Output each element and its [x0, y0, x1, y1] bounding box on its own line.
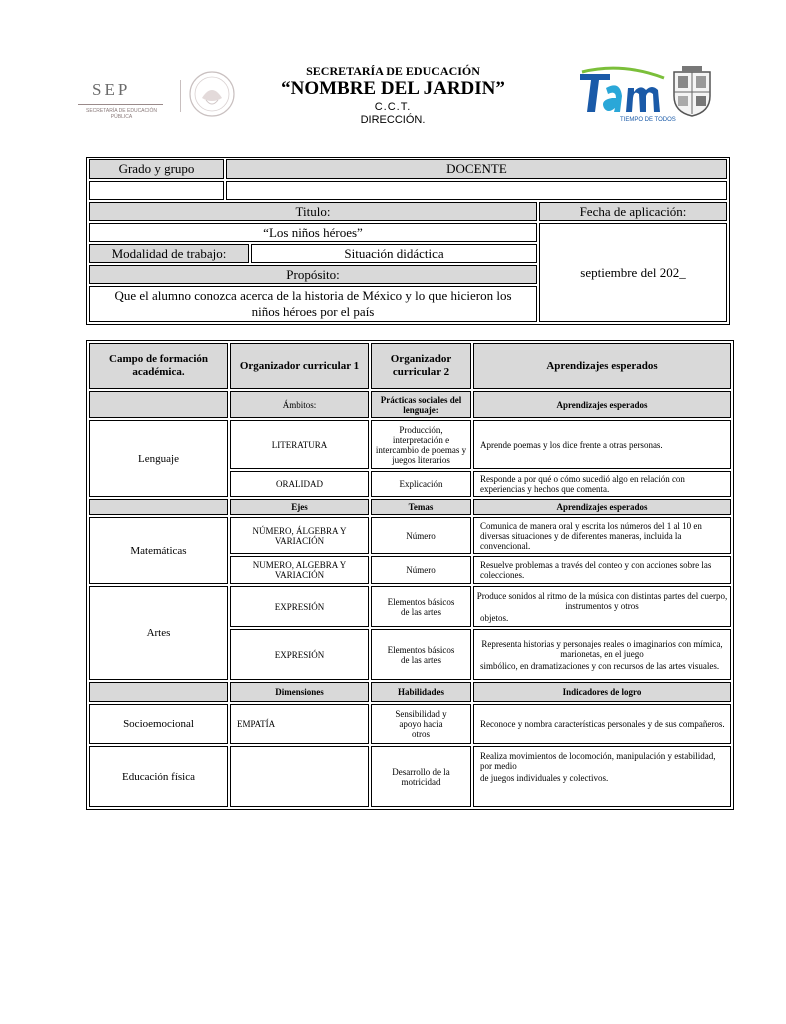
info-table	[86, 157, 730, 325]
school-name: “NOMBRE DEL JARDIN”	[281, 78, 505, 99]
subheader-habilidades: Habilidades	[371, 682, 471, 702]
artes-org1-row2: EXPRESIÓN	[230, 629, 369, 680]
document-header	[0, 0, 768, 140]
edfis-apr	[473, 746, 731, 807]
org-title: SECRETARÍA DE EDUCACIÓN	[306, 64, 480, 78]
header-aprendizajes: Aprendizajes esperados	[473, 343, 731, 389]
subheader3-empty	[89, 682, 228, 702]
subheader-dimensiones: Dimensiones	[230, 682, 369, 702]
lenguaje-org1-row1: LITERATURA	[230, 420, 369, 469]
tamaulipas-crest-icon	[668, 66, 716, 118]
artes-apr-row1-b: objetos.	[480, 612, 509, 623]
campo-artes: Artes	[89, 586, 228, 680]
mate-org2-row2: Número	[371, 556, 471, 584]
campo-educacion-fisica: Educación física	[89, 746, 228, 807]
fecha-value: septiembre del 202_	[539, 223, 727, 322]
cct-label: C.C.T.	[374, 101, 412, 113]
proposito-value: Que el alumno conozca acerca de la historia de México y lo que hicieron los niños héroes por el país	[89, 286, 537, 322]
edfis-org2: Desarrollo de la motricidad	[371, 746, 471, 807]
titulo-value: “Los niños héroes”	[89, 223, 537, 242]
plan-table	[86, 340, 734, 810]
edfis-apr-b: de juegos individuales y colectivos.	[480, 773, 609, 783]
header-campo: Campo de formación académica.	[89, 343, 228, 389]
titulo-label: Titulo:	[89, 202, 537, 221]
mate-apr-row1: Comunica de manera oral y escrita los números del 1 al 10 en diversas situaciones y de diferentes maneras, incluida la convencional.	[473, 517, 731, 554]
lenguaje-org1-row2: ORALIDAD	[230, 471, 369, 497]
mate-org1-row1: NÚMERO, ÁLGEBRA Y VARIACIÓN	[230, 517, 369, 554]
subheader-indicadores: Indicadores de logro	[473, 682, 731, 702]
artes-apr-row1-a: Produce sonidos al ritmo de la música con distintas partes del cuerpo, instrumentos y otros	[476, 590, 728, 611]
edfis-apr-a: Realiza movimientos de locomoción, manipulación y estabilidad, por medio	[480, 751, 716, 771]
artes-org2-row1: Elementos básicos de las artes	[371, 586, 471, 627]
grado-label: Grado y grupo	[89, 159, 224, 179]
edfis-org1	[230, 746, 369, 807]
subheader-temas: Temas	[371, 499, 471, 515]
docente-label: DOCENTE	[226, 159, 727, 179]
modalidad-label: Modalidad de trabajo:	[89, 244, 249, 263]
artes-org2-row2: Elementos básicos de las artes	[371, 629, 471, 680]
subheader-practicas: Prácticas sociales del lenguaje:	[371, 391, 471, 418]
artes-apr-row2	[473, 629, 731, 680]
subheader-aprendizajes: Aprendizajes esperados	[473, 391, 731, 418]
mate-org2-row1: Número	[371, 517, 471, 554]
fecha-label: Fecha de aplicación:	[539, 202, 727, 221]
subheader-empty	[89, 391, 228, 418]
lenguaje-apr-row2: Responde a por qué o cómo sucedió algo en relación con experiencias y hechos que comenta.	[473, 471, 731, 497]
sep-logo-subtitle: SECRETARÍA DE EDUCACIÓN PÚBLICA	[85, 108, 158, 120]
sep-logo-text: SEP	[92, 80, 131, 99]
socio-apr: Reconoce y nombra características personales y de sus compañeros.	[473, 704, 731, 744]
campo-matematicas: Matemáticas	[89, 517, 228, 584]
subheader2-aprendizajes: Aprendizajes esperados	[473, 499, 731, 515]
lenguaje-apr-row1: Aprende poemas y los dice frente a otras personas.	[473, 420, 731, 469]
artes-apr-row2-b: simbólico, en dramatizaciones y con recursos de las artes visuales.	[480, 660, 720, 671]
artes-apr-row1	[473, 586, 731, 627]
campo-socioemocional: Socioemocional	[89, 704, 228, 744]
mate-org1-row2: NUMERO, ALGEBRA Y VARIACIÓN	[230, 556, 369, 584]
socio-org1: EMPATÍA	[230, 704, 369, 744]
header-org2: Organizador curricular 2	[371, 343, 471, 389]
tam-logo-subtitle: TIEMPO DE TODOS	[620, 117, 676, 123]
proposito-label: Propósito:	[89, 265, 537, 284]
direccion-label: DIRECCIÓN.	[360, 114, 426, 126]
artes-apr-row2-a: Representa historias y personajes reales o imaginarios con mímica, marionetas, en el juego	[481, 638, 723, 659]
docente-value[interactable]	[226, 181, 727, 200]
grado-value[interactable]	[89, 181, 224, 200]
header-org1: Organizador curricular 1	[230, 343, 369, 389]
socio-org2: Sensibilidad y apoyo hacia otros	[371, 704, 471, 744]
artes-org1-row1: EXPRESIÓN	[230, 586, 369, 627]
subheader-ejes: Ejes	[230, 499, 369, 515]
subheader-ambitos: Ámbitos:	[230, 391, 369, 418]
modalidad-value: Situación didáctica	[251, 244, 537, 263]
lenguaje-org2-row1: Producción, interpretación e intercambio de poemas y juegos literarios	[371, 420, 471, 469]
lenguaje-org2-row2: Explicación	[371, 471, 471, 497]
subheader2-empty	[89, 499, 228, 515]
campo-lenguaje: Lenguaje	[89, 420, 228, 497]
tam-logo	[576, 66, 676, 124]
mate-apr-row2: Resuelve problemas a través del conteo y con acciones sobre las colecciones.	[473, 556, 731, 584]
